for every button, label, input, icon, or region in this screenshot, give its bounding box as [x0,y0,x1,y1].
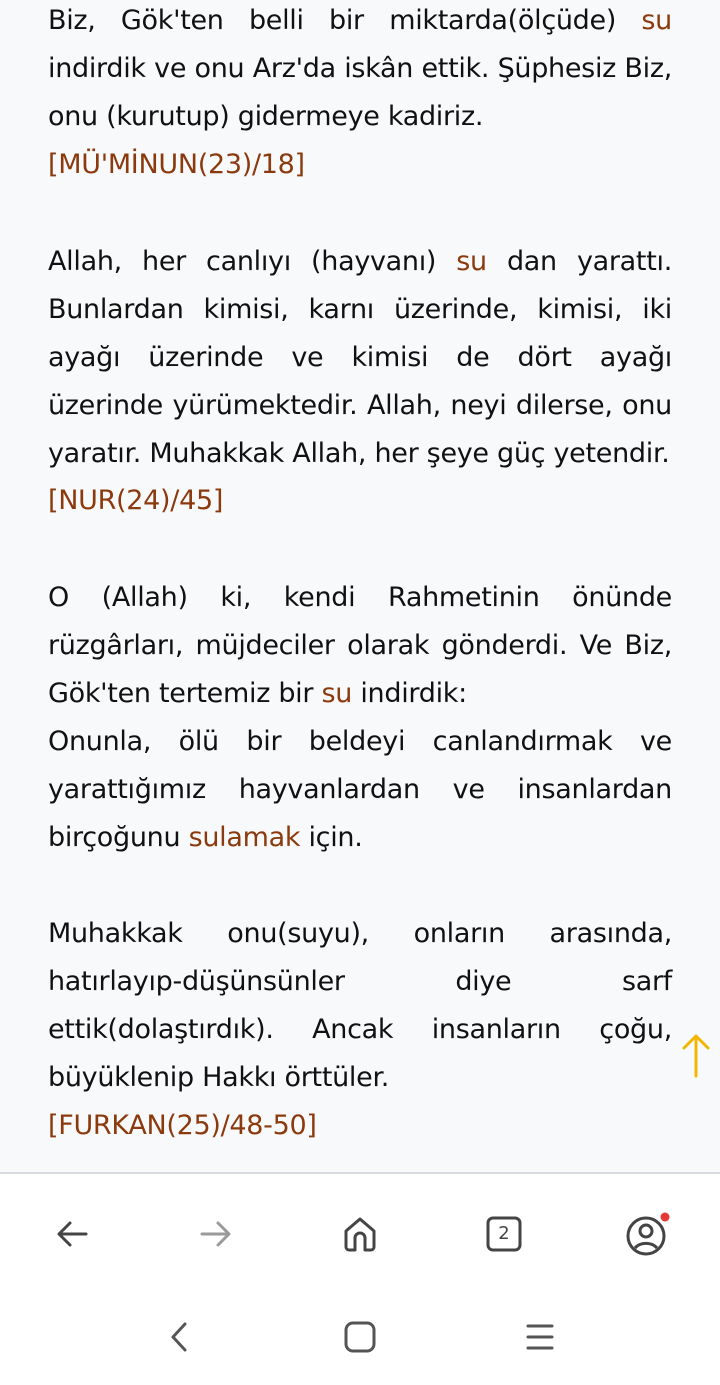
square-icon [343,1320,377,1354]
tab-count: 2 [498,1223,510,1244]
system-recents-button[interactable] [510,1309,570,1365]
chevron-left-icon [165,1320,195,1354]
keyword-link-sulamak[interactable]: sulamak [188,822,301,853]
profile-button[interactable] [618,1204,678,1264]
arrow-right-icon [198,1216,234,1252]
verse-text-3: O (Allah) ki, kendi Rahmetinin önünde rüzgârları, müjdeciler olarak gönderdi. Ve Biz, Gök'ten tertemiz bir su indirdik: [48,582,672,709]
keyword-link-su[interactable]: su [321,678,353,709]
home-icon [341,1215,379,1253]
verse-text-2: Allah, her canlıyı (hayvanı) su dan yarattı. Bunlardan kimisi, karnı üzerinde, kimisi, iki ayağı üzerinde ve kimisi de dört ayağı üzerinde yürümektedir. Allah, neyi dilerse, onu yaratır. Muhakkak Allah, her şeye güç yetendir. [48,246,672,469]
system-back-button[interactable] [150,1309,210,1365]
verse-text-3b: Onunla, ölü bir beldeyi canlandırmak ve yarattığımız hayvanlardan ve insanlardan birçoğunu sulamak için. [48,726,672,853]
notification-dot [661,1213,670,1222]
bottom-navigation [0,1172,720,1385]
home-button[interactable] [330,1204,390,1264]
keyword-link-su[interactable]: su [641,5,672,36]
back-button[interactable] [42,1204,102,1264]
verse-text-1: Biz, Gök'ten belli bir miktarda(ölçüde) su indirdik ve onu Arz'da iskân ettik. Şüphesiz Biz, onu (kurutup) gidermeye kadiriz. [48,5,672,132]
verse-reference-2[interactable]: [NUR(24)/45] [48,485,224,516]
verse-reference-3[interactable]: [FURKAN(25)/48-50] [48,1110,317,1141]
keyword-link-su[interactable]: su [456,246,487,277]
verse-reference-1[interactable]: [MÜ'MİNUN(23)/18] [48,149,305,180]
account-icon [626,1212,670,1256]
system-home-button[interactable] [330,1309,390,1365]
forward-button[interactable] [186,1204,246,1264]
menu-icon [523,1320,557,1354]
tabs-button[interactable] [474,1204,534,1264]
verse-text-3c: Muhakkak onu(suyu), onların arasında, hatırlayıp-düşünsünler diye sarf ettik(dolaştırdık). Ancak insanların çoğu, büyüklenip Hakkı örttüler. [48,918,672,1093]
scroll-up-arrow-icon[interactable] [678,1030,714,1080]
arrow-left-icon [54,1216,90,1252]
